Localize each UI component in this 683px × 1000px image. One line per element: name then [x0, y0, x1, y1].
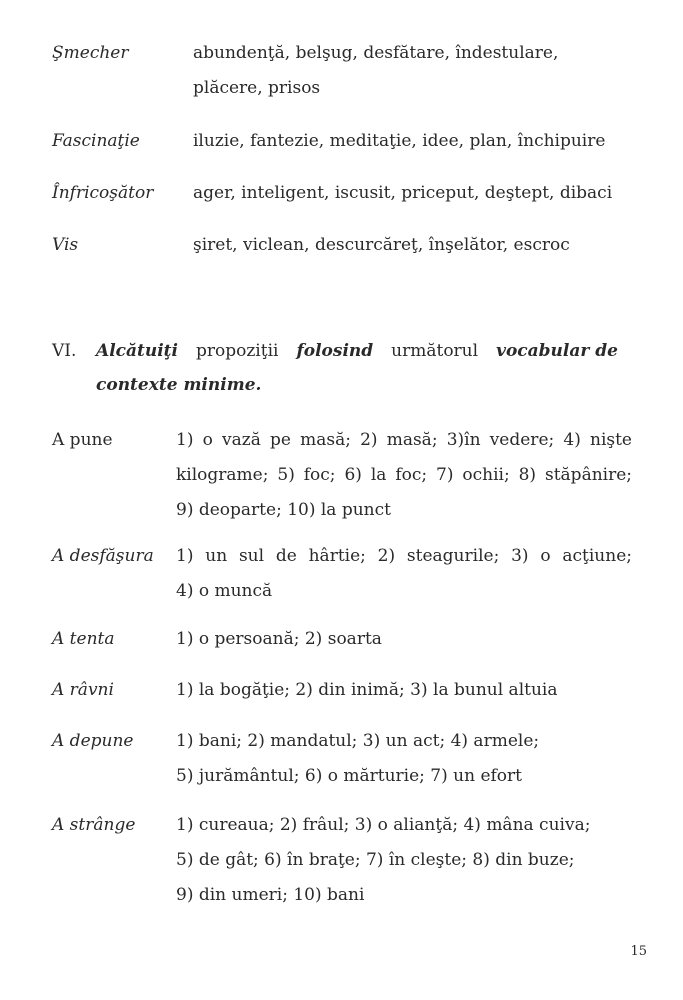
verb-term: A strânge — [52, 815, 136, 835]
context-line: 1) o persoană; 2) soarta — [176, 629, 382, 649]
definition-line: abundenţă, belşug, desfătare, îndestulare, — [193, 43, 559, 63]
definition-line: şiret, viclean, descurcăreţ, înşelător, escroc — [193, 235, 570, 255]
context-line: 1) bani; 2) mandatul; 3) un act; 4) armele; — [176, 731, 540, 751]
verb-term: A tenta — [52, 629, 115, 649]
context-line: 4) o muncă — [176, 581, 273, 601]
synonym-definitions — [193, 40, 633, 110]
instruction-word: folosind — [296, 341, 374, 361]
verb-contexts — [176, 677, 632, 712]
verb-term: A pune — [52, 430, 113, 450]
verb-contexts — [176, 626, 632, 661]
instruction-word: următorul — [391, 341, 479, 361]
exercise-instruction-line — [96, 338, 618, 364]
definition-line: plăcere, prisos — [193, 78, 321, 98]
synonym-term: Vis — [52, 235, 79, 255]
context-line: 1) o vază pe masă; 2) masă; 3)în vedere; 4) nişte — [176, 430, 632, 450]
context-line: 9) din umeri; 10) bani — [176, 885, 365, 905]
context-line: 5) jurământul; 6) o mărturie; 7) un efort — [176, 766, 522, 786]
exercise-instruction-line: contexte minime. — [96, 375, 262, 395]
instruction-word: Alcătuiţi — [96, 341, 178, 361]
instruction-word: propoziţii — [195, 341, 279, 361]
synonym-definitions — [193, 128, 633, 163]
context-line: 9) deoparte; 10) la punct — [176, 500, 391, 520]
context-line: 1) un sul de hârtie; 2) steagurile; 3) o acţiune; — [176, 546, 632, 566]
exercise-number: VI. — [52, 341, 77, 361]
verb-contexts — [176, 427, 632, 532]
page-number: 15 — [630, 944, 647, 959]
instruction-word: vocabular de — [496, 341, 618, 361]
definition-line: iluzie, fantezie, meditaţie, idee, plan, închipuire — [193, 131, 606, 151]
synonym-term: Fascinaţie — [52, 131, 140, 151]
context-line: 5) de gât; 6) în braţe; 7) în cleşte; 8) din buze; — [176, 850, 575, 870]
synonym-definitions — [193, 180, 633, 215]
context-line: kilograme; 5) foc; 6) la foc; 7) ochii; 8) stăpânire; — [176, 465, 632, 485]
context-line: 1) la bogăţie; 2) din inimă; 3) la bunul altuia — [176, 680, 558, 700]
synonym-term: Şmecher — [52, 43, 129, 63]
verb-term: A râvni — [52, 680, 114, 700]
synonym-term: Înfricoşător — [52, 183, 154, 203]
verb-term: A depune — [52, 731, 134, 751]
synonym-definitions — [193, 232, 633, 267]
verb-contexts — [176, 812, 632, 917]
verb-contexts — [176, 728, 632, 798]
definition-line: ager, inteligent, iscusit, priceput, deştept, dibaci — [193, 183, 613, 203]
context-line: 1) cureaua; 2) frâul; 3) o alianţă; 4) mâna cuiva; — [176, 815, 591, 835]
verb-contexts — [176, 543, 632, 613]
verb-term: A desfăşura — [52, 546, 154, 566]
